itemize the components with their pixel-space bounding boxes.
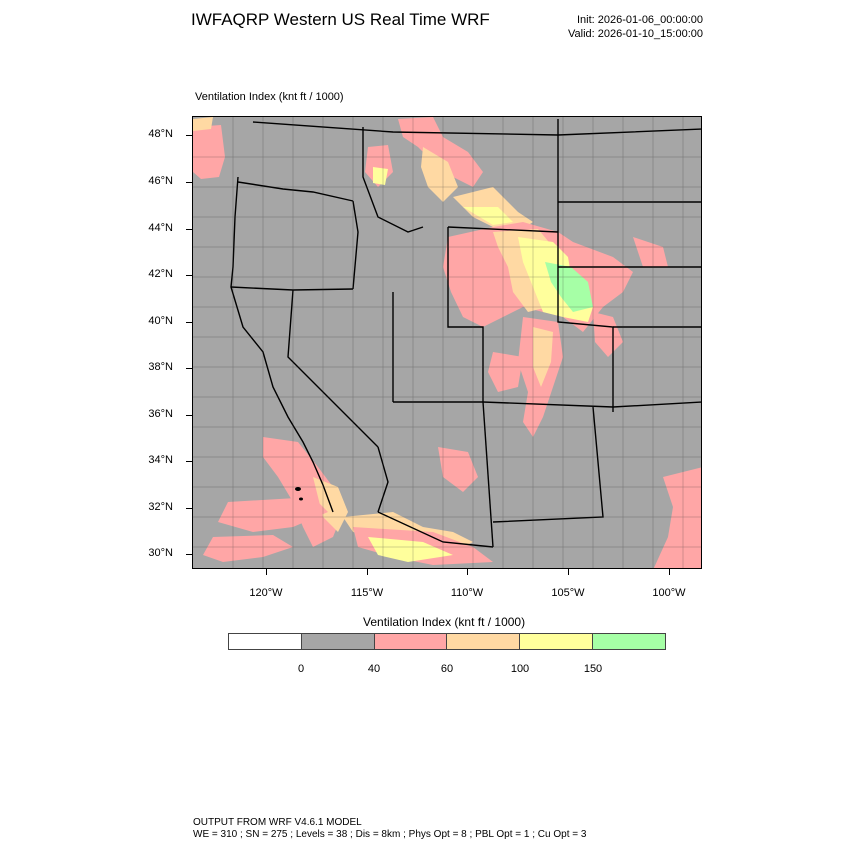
lat-label: 46°N <box>148 175 173 187</box>
lat-label: 40°N <box>148 315 173 327</box>
lon-label: 115°W <box>350 587 384 599</box>
lat-tick <box>186 182 192 183</box>
colorbar-swatch-4 <box>520 634 593 649</box>
lon-label: 110°W <box>450 587 484 599</box>
ventilation-index-map <box>193 117 702 569</box>
plot-title: IWFAQRP Western US Real Time WRF <box>191 10 490 29</box>
lat-tick <box>186 275 192 276</box>
lat-tick <box>186 229 192 230</box>
lat-label: 48°N <box>148 128 173 140</box>
lon-label: 105°W <box>551 587 585 599</box>
colorbar-title: Ventilation Index (knt ft / 1000) <box>363 615 526 629</box>
map-panel <box>192 116 702 569</box>
lat-tick <box>186 415 192 416</box>
colorbar-swatch-0 <box>229 634 302 649</box>
colorbar-label: 100 <box>510 663 530 675</box>
lat-label: 38°N <box>148 361 173 373</box>
colorbar <box>228 633 666 650</box>
colorbar-swatch-2 <box>375 634 448 649</box>
lon-tick <box>467 569 468 575</box>
lat-label: 42°N <box>148 268 173 280</box>
lat-tick <box>186 368 192 369</box>
valid-time: Valid: 2026-01-10_15:00:00 <box>568 28 703 40</box>
lat-tick <box>186 322 192 323</box>
colorbar-swatch-1 <box>302 634 375 649</box>
model-info-line2: WE = 310 ; SN = 275 ; Levels = 38 ; Dis = 8km ; Phys Opt = 8 ; PBL Opt = 1 ; Cu Opt = 3 <box>193 829 587 840</box>
lat-label: 36°N <box>148 408 173 420</box>
colorbar-label: 40 <box>367 663 381 675</box>
colorbar-swatch-5 <box>593 634 665 649</box>
model-info-line1: OUTPUT FROM WRF V4.6.1 MODEL <box>193 817 362 828</box>
colorbar-label: 60 <box>440 663 454 675</box>
lat-tick <box>186 508 192 509</box>
lon-label: 120°W <box>249 587 283 599</box>
lon-tick <box>266 569 267 575</box>
colorbar-label: 150 <box>583 663 603 675</box>
lat-label: 30°N <box>148 547 173 559</box>
field-title: Ventilation Index (knt ft / 1000) <box>195 91 344 103</box>
init-time: Init: 2026-01-06_00:00:00 <box>577 14 703 26</box>
lon-tick <box>568 569 569 575</box>
lat-tick <box>186 135 192 136</box>
lat-label: 32°N <box>148 501 173 513</box>
lat-label: 44°N <box>148 222 173 234</box>
colorbar-swatch-3 <box>447 634 520 649</box>
lat-tick <box>186 461 192 462</box>
lon-tick <box>367 569 368 575</box>
colorbar-label: 0 <box>297 663 305 675</box>
lon-tick <box>669 569 670 575</box>
lat-label: 34°N <box>148 454 173 466</box>
lon-label: 100°W <box>652 587 686 599</box>
lat-tick <box>186 554 192 555</box>
